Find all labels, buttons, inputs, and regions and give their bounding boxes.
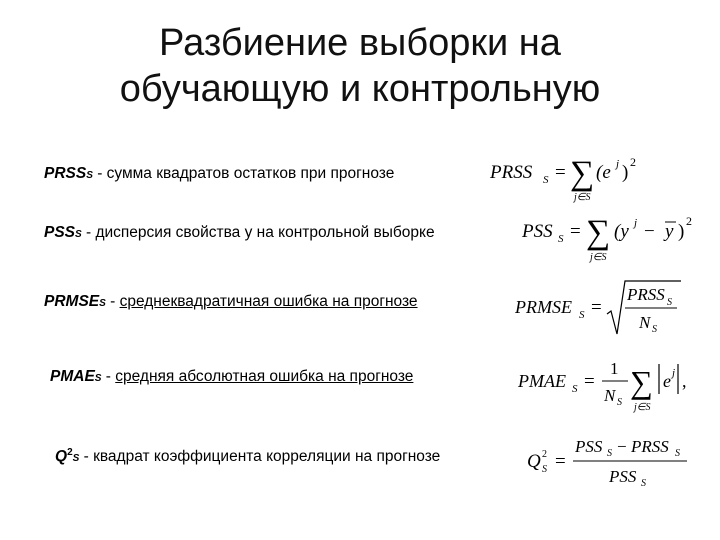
pmae-formula-num: 1 <box>610 359 619 378</box>
pss-definition <box>44 224 435 242</box>
pmae-abbr-sub: S <box>94 373 102 384</box>
prss-sum-index: j∈S <box>574 192 591 203</box>
prmse-formula-equals: = <box>591 297 602 318</box>
pmae-formula-comma: , <box>682 371 687 391</box>
prmse-formula-num-sub: S <box>667 297 672 308</box>
prmse-abbr-sub: S <box>99 298 106 309</box>
slide-title <box>0 20 720 112</box>
pmae-separator: - <box>101 368 116 385</box>
title-line-2: обучающую и контрольную <box>119 68 601 110</box>
q2-formula-num-b: PRSS <box>631 437 669 456</box>
pss-formula-close: ) <box>678 221 685 242</box>
prss-formula-lhs: PRSS <box>490 162 533 183</box>
prmse-formula-num: PRSS <box>627 285 665 304</box>
pss-description: - дисперсия свойства у на контрольной выборке <box>81 224 435 241</box>
pmae-description: средняя абсолютная ошибка на прогнозе <box>115 368 414 385</box>
pmae-formula-lhs: PMAE <box>518 371 566 391</box>
prmse-description: среднеквадратичная ошибка на прогнозе <box>119 293 418 310</box>
prss-sum-sign: ∑ <box>570 155 595 192</box>
q2-formula-num-b-sub: S <box>675 448 680 459</box>
prmse-formula-den: N <box>639 313 651 332</box>
q2-formula-lhs-sub: S <box>542 464 547 475</box>
pmae-formula-den-sub: S <box>617 397 622 408</box>
prss-formula-equals: = <box>555 162 566 183</box>
q2-formula <box>525 430 705 501</box>
pmae-formula <box>516 350 706 421</box>
q2-description: - квадрат коэффициента корреляции на прогнозе <box>79 448 441 466</box>
prss-formula <box>488 146 648 209</box>
prss-definition <box>44 165 394 183</box>
q2-formula-lhs: Q <box>527 451 541 472</box>
pss-formula-ybar: y <box>665 221 674 242</box>
prss-abbr-sub: S <box>86 170 93 181</box>
prmse-definition <box>44 293 418 311</box>
pss-sum-sign: ∑ <box>586 214 611 251</box>
prmse-abbr: PRMSE <box>44 293 100 310</box>
pmae-abbr: PMAE <box>50 368 95 385</box>
pss-abbr-sub: S <box>75 229 82 240</box>
prss-formula-body-sup: j <box>616 158 620 170</box>
prmse-separator: - <box>105 293 120 310</box>
q2-formula-num-a: PSS <box>575 437 603 456</box>
pss-formula-body-sup: j <box>634 217 638 229</box>
pss-formula-equals: = <box>570 221 581 242</box>
prss-formula-body: (e <box>596 162 611 183</box>
prss-abbr: PRSS <box>44 165 87 182</box>
q2-formula-lhs-sup: 2 <box>542 449 547 460</box>
pmae-formula-body-sup: j <box>672 367 676 379</box>
title-line-1: Разбиение выборки на <box>159 22 561 64</box>
prmse-formula-lhs-sub: S <box>579 309 585 321</box>
q2-abbr-sup: 2 <box>67 447 73 458</box>
pss-formula-body: (y <box>614 221 629 242</box>
q2-formula-den: PSS <box>609 467 637 486</box>
pmae-formula-den: N <box>604 386 616 405</box>
q2-abbr-sub: S <box>72 453 80 465</box>
q2-formula-equals: = <box>555 451 566 472</box>
pss-formula-lhs-sub: S <box>558 233 564 245</box>
prmse-formula <box>513 276 683 345</box>
prss-formula-close: ) <box>622 162 629 183</box>
pss-formula <box>520 205 715 270</box>
prss-formula-lhs-sub: S <box>543 174 549 186</box>
q2-abbr: Q <box>55 448 68 466</box>
prmse-formula-den-sub: S <box>652 324 657 335</box>
pmae-formula-lhs-sub: S <box>572 383 578 395</box>
q2-formula-den-sub: S <box>641 478 646 489</box>
pss-formula-minus: − <box>644 221 655 242</box>
q2-definition <box>55 447 440 466</box>
pmae-sum-sign: ∑ <box>630 364 653 400</box>
pmae-formula-body: e <box>663 371 671 391</box>
prss-description: - сумма квадратов остатков при прогнозе <box>92 165 395 182</box>
pss-abbr: PSS <box>44 224 76 241</box>
q2-formula-num-minus: − <box>617 437 627 456</box>
q2-formula-num-a-sub: S <box>607 448 612 459</box>
prss-formula-power: 2 <box>630 155 636 169</box>
prmse-formula-lhs: PRMSE <box>515 297 572 317</box>
pmae-sum-index: j∈S <box>634 402 651 413</box>
pmae-definition <box>50 368 413 386</box>
pmae-formula-equals: = <box>584 371 595 392</box>
pss-formula-power: 2 <box>686 214 692 228</box>
pss-formula-lhs: PSS <box>522 221 553 242</box>
pss-sum-index: j∈S <box>590 252 607 263</box>
